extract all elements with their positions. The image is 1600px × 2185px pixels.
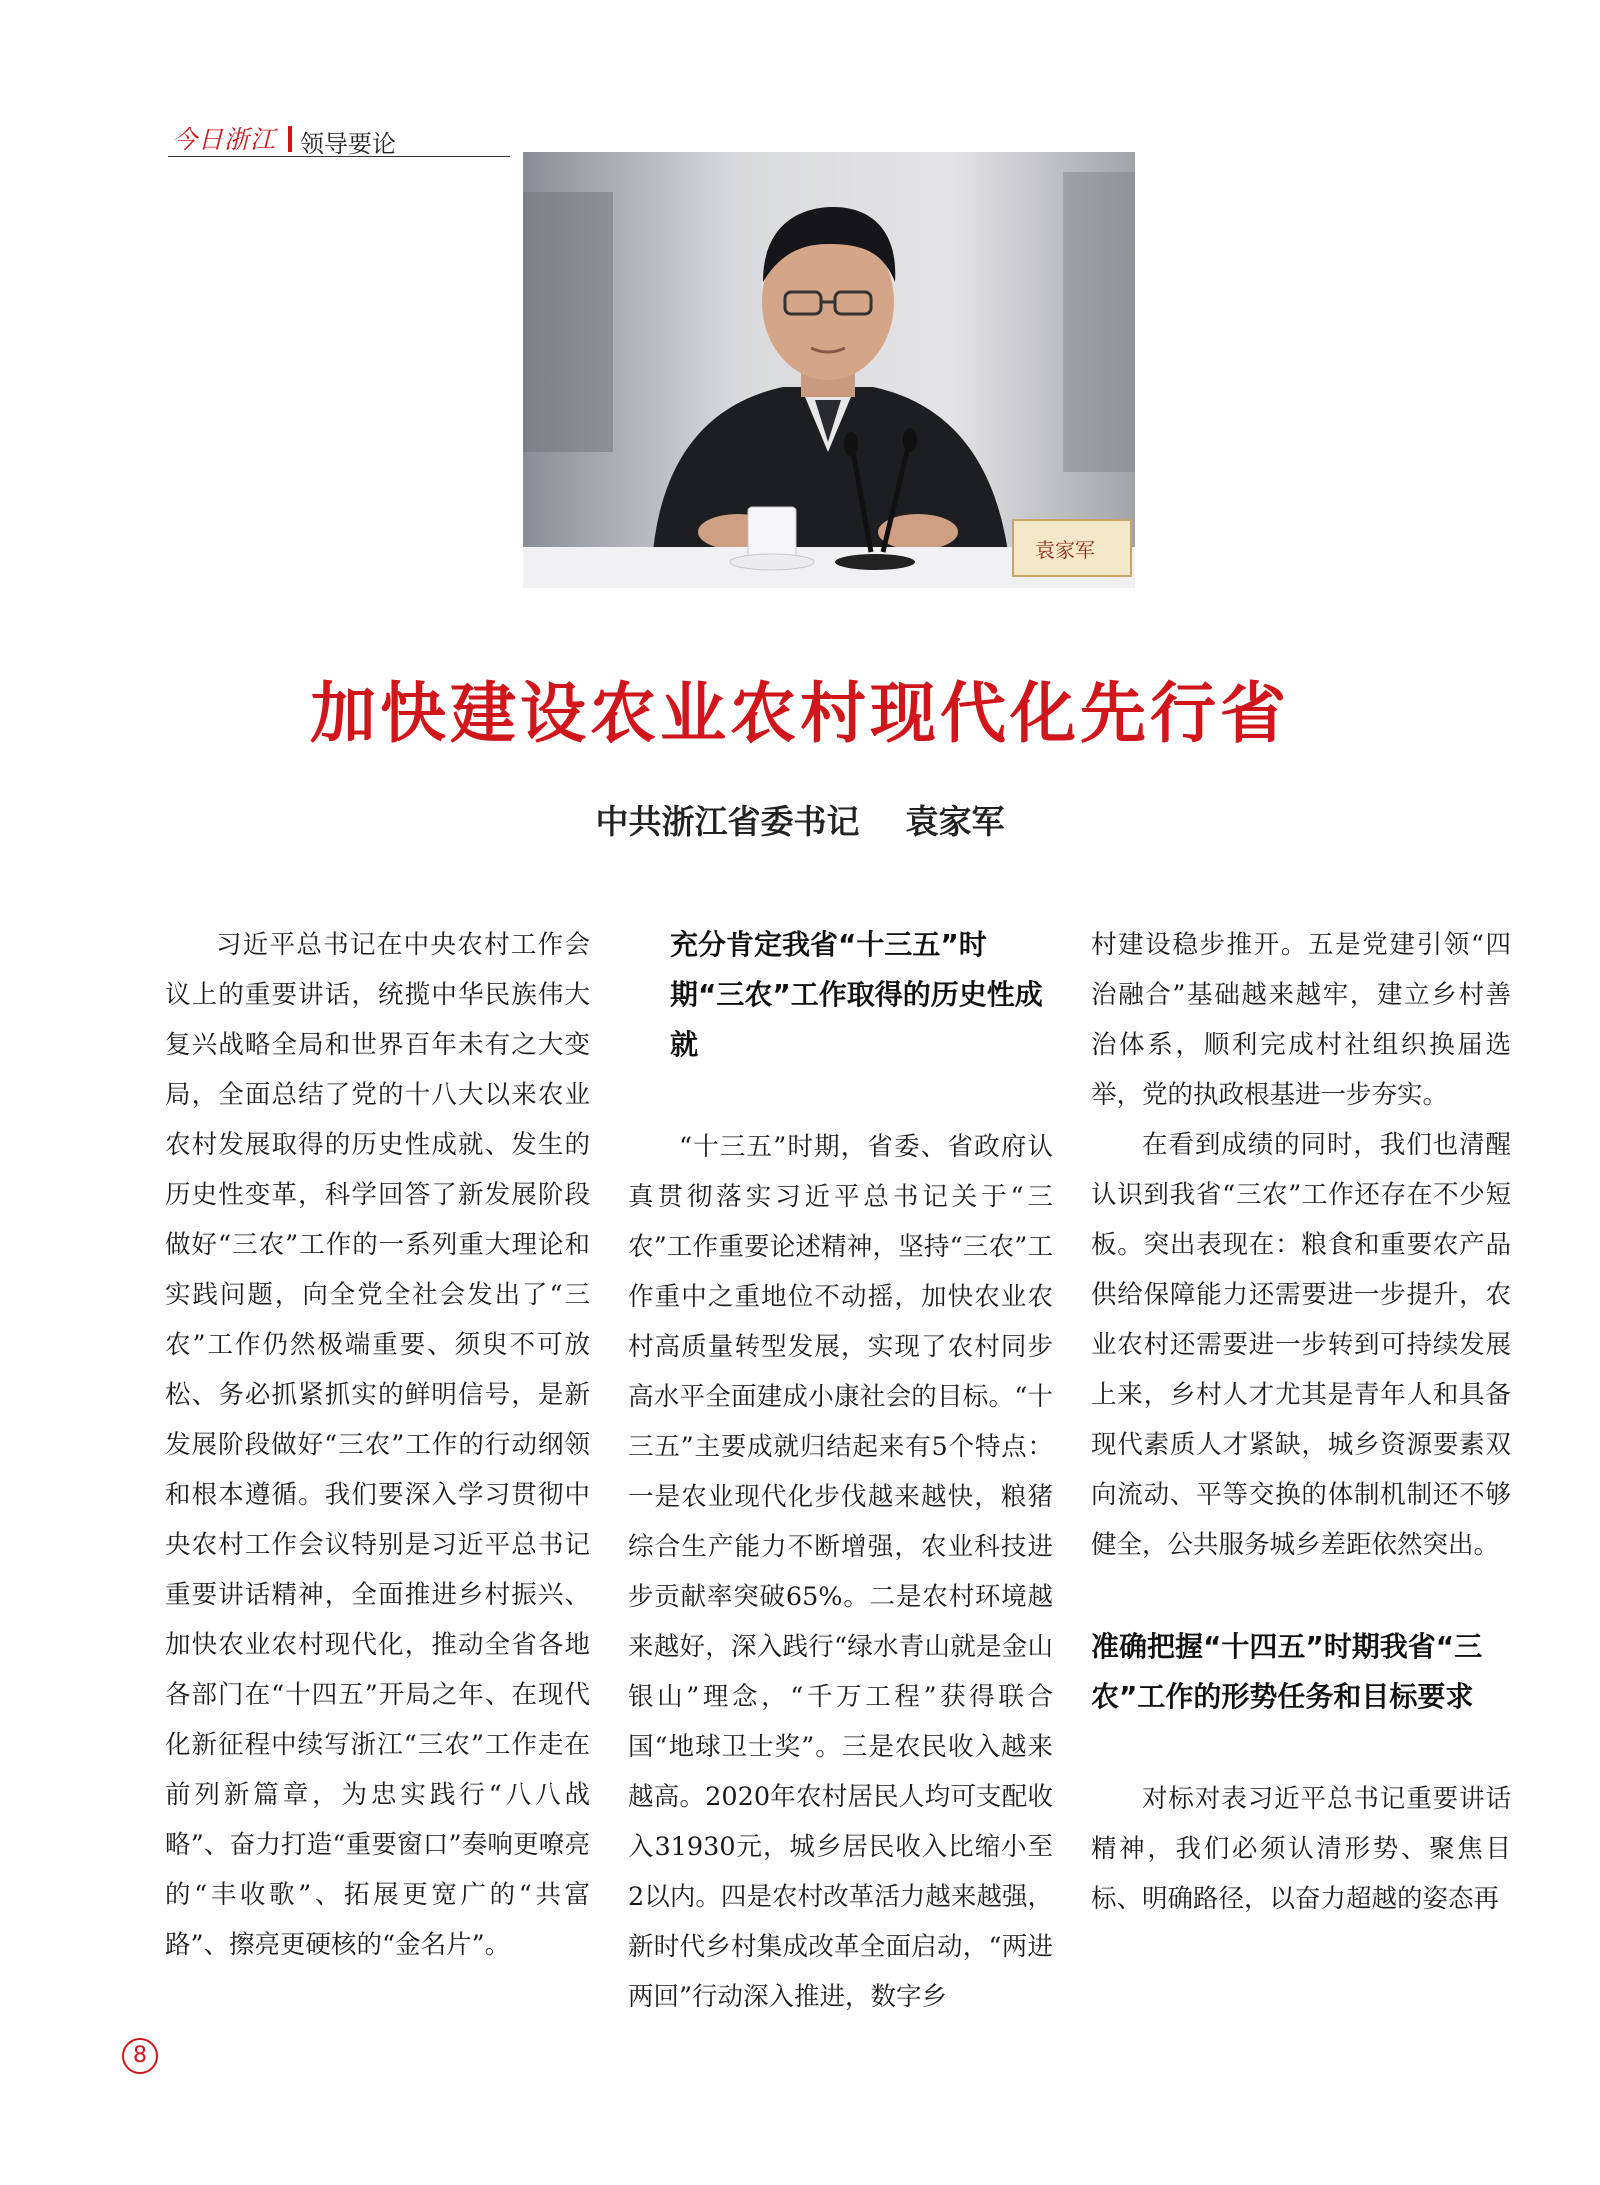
section-1-paragraph-2: 在看到成绩的同时，我们也清醒认识到我省“三农”工作还存在不少短板。突出表现在：粮食和重要农产品供给保障能力还需要进一步提升，农业农村还需要进一步转到可持续发展上来，乡村人才尤其是青年人和具备现代素质人才紧缺，城乡资源要素双向流动、平等交换的体制机制还不够健全，公共服务城乡差距依然突出。: [1091, 1130, 1511, 1560]
author-role: 中共浙江省委书记: [595, 802, 860, 841]
article-title: 加快建设农业农村现代化先行省: [310, 675, 1290, 752]
nameplate-text: 袁家军: [1035, 538, 1095, 562]
section-1-heading: 充分肯定我省“十三五”时期“三农”工作取得的历史性成就: [670, 928, 1043, 1061]
column-1: [165, 920, 590, 1980]
masthead: [168, 120, 510, 157]
author-name: 袁家军: [905, 802, 1005, 841]
page-number: 8: [122, 2038, 158, 2074]
intro-paragraph: 习近平总书记在中央农村工作会议上的重要讲话，统揽中华民族伟大复兴战略全局和世界百年未有之大变局，全面总结了党的十八大以来农业农村发展取得的历史性成就、发生的历史性变革，科学回答了新发展阶段做好“三农”工作的一系列重大理论和实践问题，向全党全社会发出了“三农”工作仍然极端重要、须臾不可放松、务必抓紧抓实的鲜明信号，是新发展阶段做好“三农”工作的行动纲领和根本遵循。我们要深入学习贯彻中央农村工作会议特别是习近平总书记重要讲话精神，全面推进乡村振兴、加快农业农村现代化，推动全省各地各部门在“十四五”开局之年、在现代化新征程中续写浙江“三农”工作走在前列新篇章，为忠实践行“八八战略”、奋力打造“重要窗口”奏响更嘹亮的“丰收歌”、拓展更宽广的“共富路”、擦亮更硬核的“金名片”。: [165, 930, 590, 1960]
magazine-logo: 今日浙江: [172, 125, 277, 154]
column-2: [628, 920, 1053, 2012]
byline: [0, 796, 1600, 843]
section-label: 领导要论: [300, 130, 396, 158]
section-2-paragraph-1: 对标对表习近平总书记重要讲话精神，我们必须认清形势、聚焦目标、明确路径，以奋力超越的姿态再: [1091, 1784, 1511, 1914]
section-1-paragraph-1-continued: 村建设稳步推开。五是党建引领“四治融合”基础越来越牢，建立乡村善治体系，顺利完成村社组织换届选举，党的执政根基进一步夯实。: [1091, 930, 1511, 1110]
section-2-heading: 准确把握“十四五”时期我省“三农”工作的形势任务和目标要求: [1091, 1630, 1483, 1713]
column-3: [1091, 920, 1511, 1980]
masthead-divider: [288, 126, 292, 152]
section-1-paragraph-1: “十三五”时期，省委、省政府认真贯彻落实习近平总书记关于“三农”工作重要论述精神，坚持“三农”工作重中之重地位不动摇，加快农业农村高质量转型发展，实现了农村同步高水平全面建成小康社会的目标。“十三五”主要成就归结起来有5个特点：一是农业现代化步伐越来越快，粮猪综合生产能力不断增强，农业科技进步贡献率突破65%。二是农村环境越来越好，深入践行“绿水青山就是金山银山”理念，“千万工程”获得联合国“地球卫士奖”。三是农民收入越来越高。2020年农村居民人均可支配收入31930元，城乡居民收入比缩小至2以内。四是农村改革活力越来越强，新时代乡村集成改革全面启动，“两进两回”行动深入推进，数字乡: [628, 1132, 1053, 2012]
speaker-photo: [523, 152, 1135, 588]
